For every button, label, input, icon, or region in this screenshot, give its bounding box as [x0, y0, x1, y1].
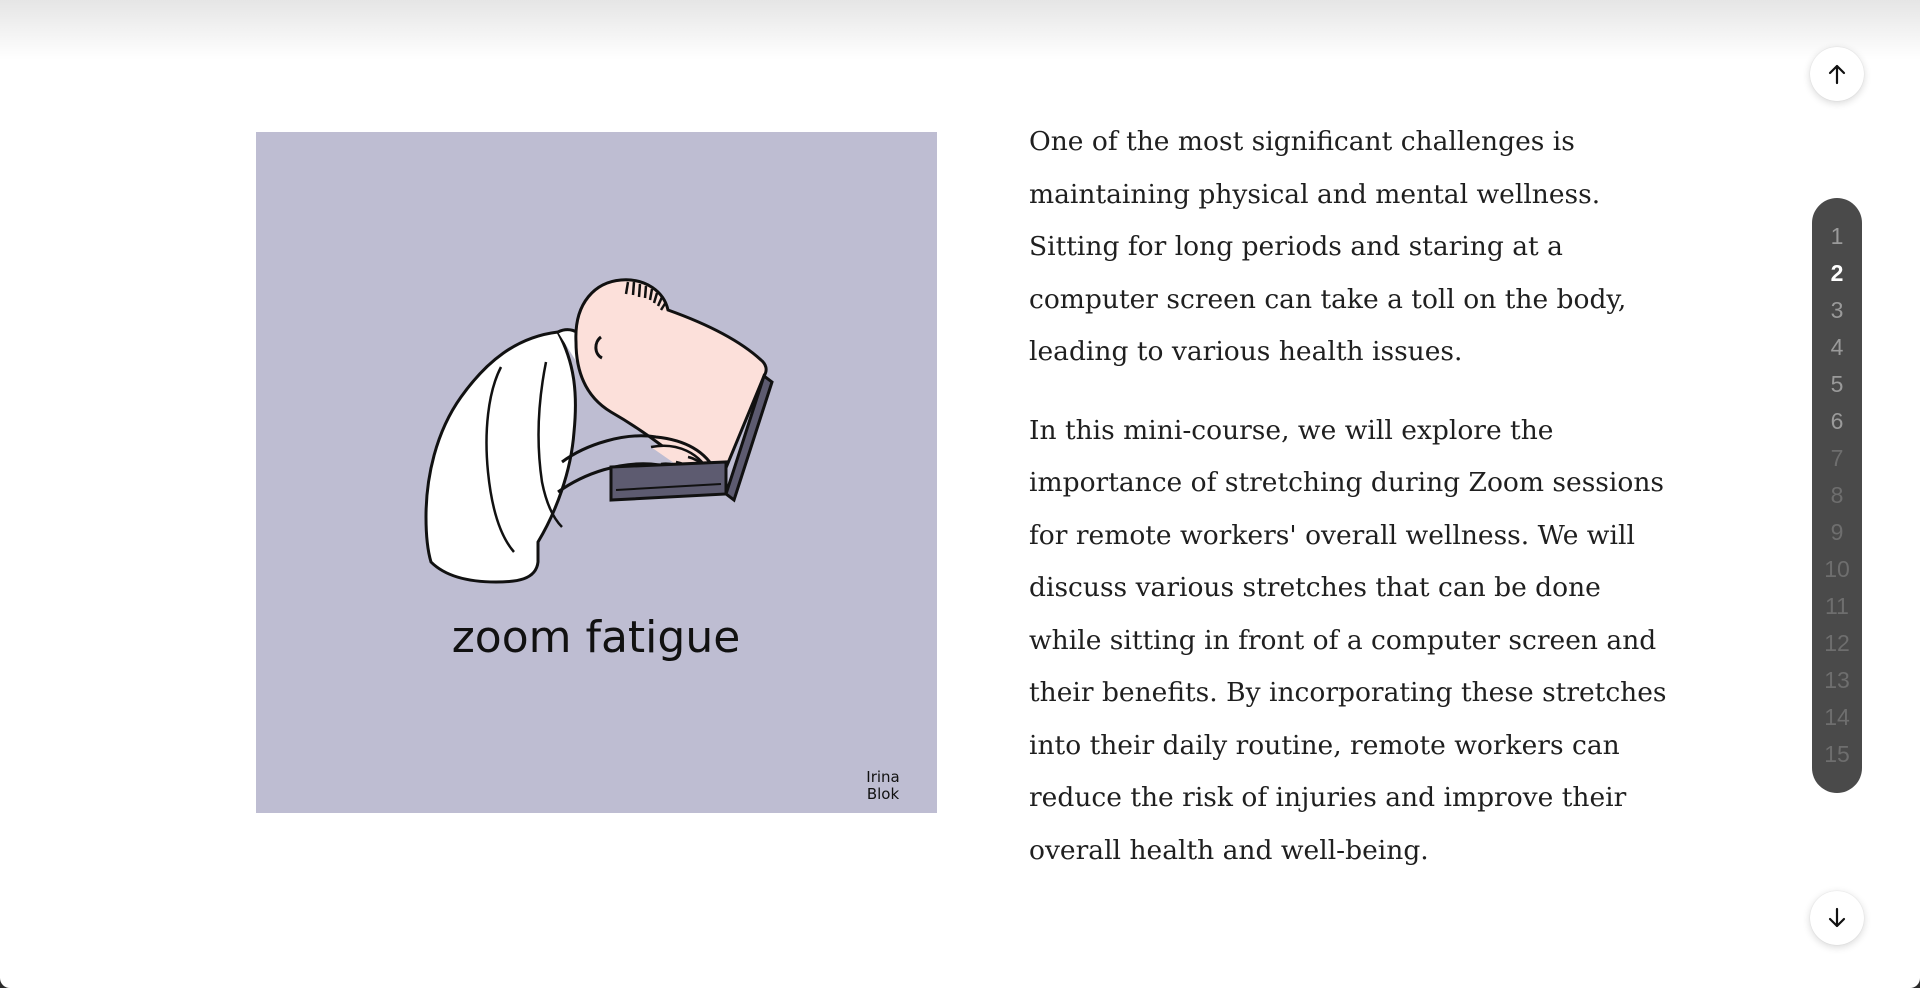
page-link-8[interactable]: 8: [1830, 482, 1844, 508]
cartoon-drawing: [256, 132, 937, 813]
page-link-2[interactable]: 2: [1830, 260, 1844, 286]
scroll-up-button[interactable]: [1810, 47, 1864, 101]
paragraph-2: In this mini-course, we will explore the importance of stretching during Zoom sessions for remote workers' overall wellness. We will discuss various stretches that can be done while sitting in front of a computer screen and their benefits. By incorporating these stretches into their daily routine, remote workers can reduce the risk of injuries and improve their overall health and well-being.: [1029, 414, 1667, 866]
page-link-11[interactable]: 11: [1825, 593, 1849, 619]
illustration-caption: zoom fatigue: [451, 612, 741, 663]
scroll-down-button[interactable]: [1810, 891, 1864, 945]
page-link-7[interactable]: 7: [1830, 445, 1844, 471]
page-link-5[interactable]: 5: [1830, 371, 1844, 397]
arrow-down-icon: [1825, 906, 1849, 930]
page-link-4[interactable]: 4: [1830, 334, 1844, 360]
signature-line2: Blok: [866, 785, 900, 803]
page-link-13[interactable]: 13: [1824, 667, 1850, 693]
page-navigator: [1812, 198, 1862, 793]
page-link-10[interactable]: 10: [1824, 556, 1850, 582]
page-link-1[interactable]: 1: [1830, 223, 1844, 249]
page-link-6[interactable]: 6: [1830, 408, 1844, 434]
zoom-fatigue-illustration: [256, 132, 937, 813]
signature-line1: Irina: [866, 768, 900, 786]
lesson-text: [1029, 116, 1669, 903]
page-link-15[interactable]: 15: [1824, 741, 1850, 767]
top-shadow: [0, 0, 1920, 60]
arrow-up-icon: [1825, 62, 1849, 86]
page-link-3[interactable]: 3: [1830, 297, 1844, 323]
scroll-handle[interactable]: [1346, 0, 1422, 3]
paragraph-1: One of the most significant challenges is maintaining physical and mental wellness. Sitting for long periods and staring at a computer screen can take a toll on the body, leading to various health issues.: [1029, 126, 1627, 367]
page-link-9[interactable]: 9: [1830, 519, 1844, 545]
page-link-14[interactable]: 14: [1824, 704, 1850, 730]
page-link-12[interactable]: 12: [1824, 630, 1850, 656]
